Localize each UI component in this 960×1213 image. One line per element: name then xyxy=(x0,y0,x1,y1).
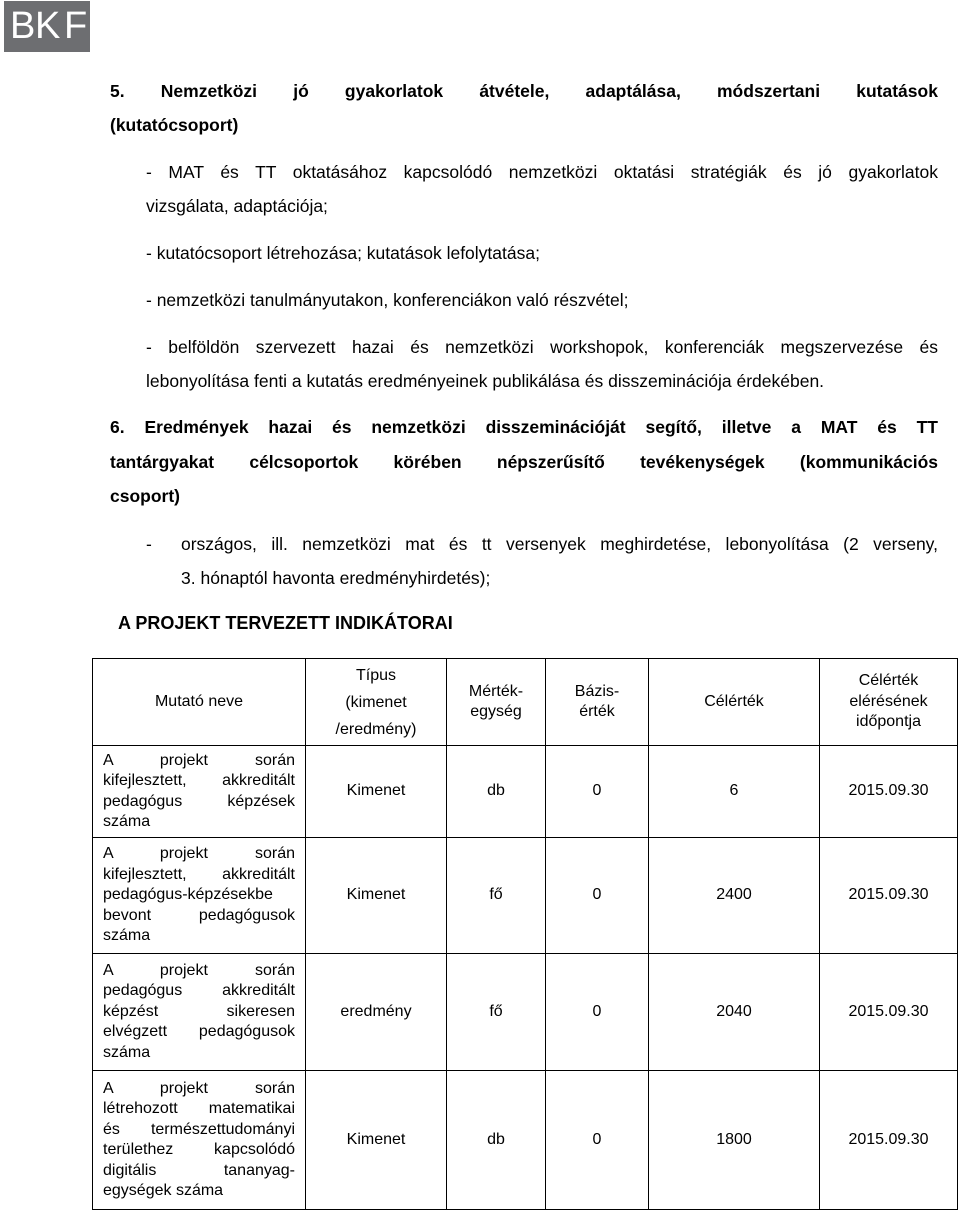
row-2-target: 2400 xyxy=(649,838,820,954)
s5-word: gyakorlatok xyxy=(344,81,444,101)
row-4-unit: db xyxy=(447,1071,546,1210)
row-2-unit: fő xyxy=(447,838,546,954)
s5-word: adaptálása, xyxy=(585,81,681,101)
bkf-logo xyxy=(4,1,90,52)
s5-item-4-line1: - belföldön szervezett hazai és nemzetközi workshopok, konferenciák megszervezése és xyxy=(146,337,938,357)
row-3-base: 0 xyxy=(546,954,649,1071)
section-5-heading xyxy=(110,80,938,102)
table-row xyxy=(93,1071,958,1210)
table-row xyxy=(93,746,958,838)
header-target: Célérték xyxy=(649,659,820,746)
row-1-base: 0 xyxy=(546,746,649,838)
section-5-heading-line2: (kutatócsoport) xyxy=(110,115,239,135)
section-6-heading-line2: tantárgyakat célcsoportok körében népszerűsítő tevékenységek (kommunikációs xyxy=(110,452,938,472)
s5-word: jó xyxy=(293,81,309,101)
row-2-date: 2015.09.30 xyxy=(820,838,958,954)
row-4-date: 2015.09.30 xyxy=(820,1071,958,1210)
row-1-name: A projekt során kifejlesztett, akkreditált pedagógus képzések száma xyxy=(93,746,306,838)
indicators-table xyxy=(92,658,958,1210)
s5-word: kutatások xyxy=(856,81,938,101)
row-3-name: A projekt során pedagógus akkreditált képzést sikeresen elvégzett pedagógusok száma xyxy=(93,954,306,1071)
s5-item-1-line2: vizsgálata, adaptációja; xyxy=(146,196,328,216)
row-2-name: A projekt során kifejlesztett, akkreditált pedagógus-képzésekbe bevont pedagógusok száma xyxy=(93,838,306,954)
row-2-base: 0 xyxy=(546,838,649,954)
row-3-unit: fő xyxy=(447,954,546,1071)
table-header-row xyxy=(93,659,958,746)
s5-word: Nemzetközi xyxy=(160,81,258,101)
row-4-base: 0 xyxy=(546,1071,649,1210)
header-unit: Mérték- egység xyxy=(447,659,546,746)
s6-item-line2: 3. hónaptól havonta eredményhirdetés); xyxy=(181,568,491,588)
row-4-target: 1800 xyxy=(649,1071,820,1210)
logo-letter-k: K xyxy=(35,5,60,47)
row-4-name: A projekt során létrehozott matematikai és természettudományi területhez kapcsolódó digitális tananyag- egységek száma xyxy=(93,1071,306,1210)
s5-item-2: - kutatócsoport létrehozása; kutatások lefolytatása; xyxy=(146,243,540,263)
s6-item-dash: - xyxy=(146,534,152,554)
s5-item-3: - nemzetközi tanulmányutakon, konferenciákon való részvétel; xyxy=(146,290,629,310)
table-row xyxy=(93,838,958,954)
s6-item-line1: országos, ill. nemzetközi mat és tt versenyek meghirdetése, lebonyolítása (2 verseny, xyxy=(181,534,938,554)
row-3-target: 2040 xyxy=(649,954,820,1071)
logo-letter-b: B xyxy=(10,5,35,47)
row-2-type: Kimenet xyxy=(306,838,447,954)
header-date: Célérték elérésének időpontja xyxy=(820,659,958,746)
row-1-unit: db xyxy=(447,746,546,838)
s5-word: átvétele, xyxy=(479,81,550,101)
section-6-heading-line3: csoport) xyxy=(110,486,180,506)
header-type: Típus (kimenet /eredmény) xyxy=(306,659,447,746)
row-4-type: Kimenet xyxy=(306,1071,447,1210)
s5-word: 5. xyxy=(110,81,125,101)
table-row xyxy=(93,954,958,1071)
header-name: Mutató neve xyxy=(93,659,306,746)
row-1-target: 6 xyxy=(649,746,820,838)
row-3-date: 2015.09.30 xyxy=(820,954,958,1071)
s5-item-1-line1: - MAT és TT oktatásához kapcsolódó nemzetközi oktatási stratégiák és jó gyakorlatok xyxy=(146,162,938,182)
logo-letter-f: F xyxy=(64,5,87,47)
row-3-type: eredmény xyxy=(306,954,447,1071)
s5-item-4-line2: lebonyolítása fenti a kutatás eredményeinek publikálása és disszeminációja érdekében. xyxy=(146,371,825,391)
section-6-heading-line1: 6. Eredmények hazai és nemzetközi disszeminációját segítő, illetve a MAT és TT xyxy=(110,417,938,437)
header-base: Bázis- érték xyxy=(546,659,649,746)
row-1-type: Kimenet xyxy=(306,746,447,838)
s5-word: módszertani xyxy=(717,81,821,101)
indicators-title: A PROJEKT TERVEZETT INDIKÁTORAI xyxy=(118,613,453,633)
row-1-date: 2015.09.30 xyxy=(820,746,958,838)
